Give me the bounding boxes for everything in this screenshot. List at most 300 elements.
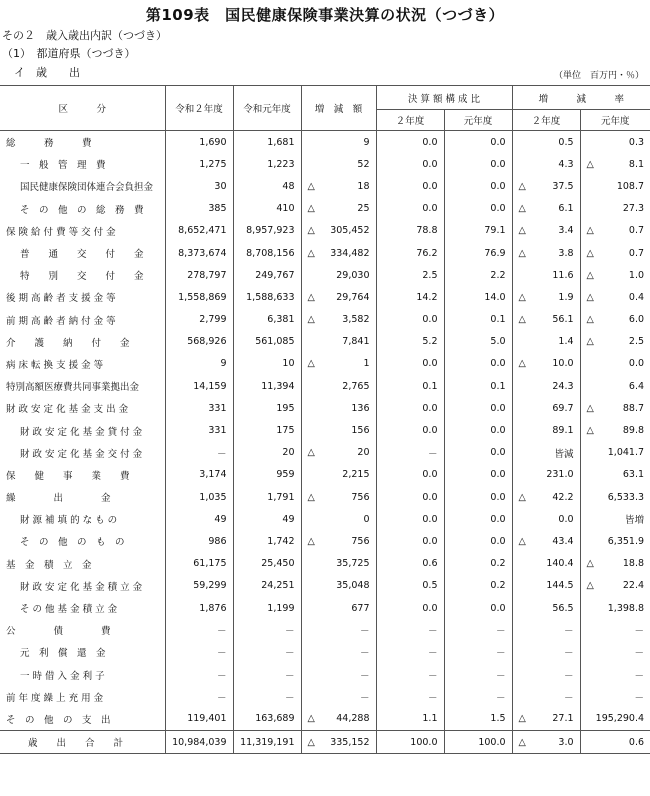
cell-rate-r2 [512, 731, 580, 754]
row-label-text: 財 政 安 定 化 基 金 貸 付 金 [20, 426, 143, 438]
cell-ratio-r2 [376, 486, 444, 508]
row-label-text: そ の 他 基 金 積 立 金 [20, 604, 118, 616]
row-label [0, 375, 165, 397]
cell-rate-r1-value: 0.7 [628, 247, 645, 259]
row-label-text: 国民健康保険団体連合会負担金 [20, 182, 154, 194]
cell-rate-r2-value: 69.7 [552, 402, 574, 414]
cell-r1 [233, 442, 301, 464]
cell-r1 [233, 508, 301, 530]
cell-ratio-r2 [376, 619, 444, 641]
table-row [0, 442, 650, 464]
cell-rate-r1 [580, 575, 650, 597]
table-row [0, 597, 650, 619]
cell-rate-r2 [512, 153, 580, 175]
cell-change-value: 35,725 [336, 558, 370, 570]
cell-rate-r1-value: 6,533.3 [607, 491, 645, 503]
cell-rate-r2 [512, 641, 580, 663]
row-label-text: 普 通 交 付 金 [20, 249, 144, 261]
table-row [0, 419, 650, 441]
cell-rate-r1 [580, 264, 650, 286]
cell-ratio-r1-value: 0.0 [490, 513, 506, 525]
decrease-mark: △ [518, 358, 526, 370]
cell-r2-value: － [216, 448, 227, 460]
cell-ratio-r1 [444, 198, 512, 220]
cell-r1-value: 249,767 [255, 269, 295, 281]
cell-rate-r2-value: 4.3 [558, 158, 574, 170]
row-label-text: 特 別 交 付 金 [20, 271, 144, 283]
cell-change-value: 334,482 [330, 247, 370, 259]
row-label-text: 一 時 借 入 金 利 子 [20, 670, 105, 682]
cell-rate-r2 [512, 198, 580, 220]
row-label [0, 486, 165, 508]
cell-r1-value: 1,223 [267, 158, 295, 170]
cell-r2 [165, 419, 233, 441]
cell-ratio-r1 [444, 530, 512, 552]
row-label [0, 530, 165, 552]
cell-change-value: 29,764 [336, 291, 370, 303]
cell-rate-r2-value: 3.4 [558, 225, 574, 237]
cell-ratio-r2-value: 5.2 [422, 336, 438, 348]
cell-change [301, 486, 376, 508]
cell-rate-r1-value: － [634, 692, 645, 704]
header-r1: 令和元年度 [233, 86, 301, 131]
decrease-mark: △ [586, 247, 594, 259]
row-label [0, 397, 165, 419]
cell-r1 [233, 242, 301, 264]
cell-rate-r1-value: 0.6 [628, 736, 645, 748]
total-row [0, 731, 650, 754]
cell-ratio-r2-value: 76.2 [416, 247, 438, 259]
cell-r1-value: 8,957,923 [246, 225, 295, 237]
cell-change [301, 664, 376, 686]
cell-r2-value: 1,035 [199, 491, 227, 503]
cell-change-value: 7,841 [342, 336, 370, 348]
cell-rate-r2 [512, 553, 580, 575]
cell-r1 [233, 131, 301, 154]
cell-r2 [165, 619, 233, 641]
cell-ratio-r1-value: 5.0 [490, 336, 506, 348]
cell-change-value: 2,215 [342, 469, 370, 481]
decrease-mark: △ [518, 491, 526, 503]
cell-r2 [165, 731, 233, 754]
cell-ratio-r1 [444, 486, 512, 508]
table-row [0, 530, 650, 552]
cell-rate-r2-value: 6.1 [558, 203, 574, 215]
cell-rate-r1-value: 6,351.9 [607, 535, 645, 547]
cell-rate-r2 [512, 708, 580, 731]
cell-r1-value: 1,199 [267, 602, 295, 614]
cell-rate-r1 [580, 309, 650, 331]
cell-rate-r1-value: 22.4 [622, 580, 645, 592]
unit-note: （単位 百万円・％） [553, 71, 644, 81]
cell-ratio-r2 [376, 198, 444, 220]
cell-ratio-r2-value: 2.5 [422, 269, 438, 281]
cell-change [301, 286, 376, 308]
cell-r1 [233, 619, 301, 641]
row-label-text: 病 床 転 換 支 援 金 等 [6, 359, 104, 371]
cell-rate-r1 [580, 242, 650, 264]
cell-rate-r1-value: 0.4 [628, 291, 645, 303]
cell-r2 [165, 641, 233, 663]
decrease-mark: △ [307, 358, 315, 370]
row-label [0, 664, 165, 686]
cell-rate-r1 [580, 331, 650, 353]
header-rate-r1: 元年度 [580, 110, 650, 131]
table-row [0, 331, 650, 353]
cell-rate-r1 [580, 664, 650, 686]
subtitle-prefecture: （1） 都道府県（つづき） [2, 47, 136, 60]
cell-rate-r1 [580, 397, 650, 419]
row-label-text: 財 政 安 定 化 基 金 交 付 金 [20, 448, 143, 460]
decrease-mark: △ [586, 158, 594, 170]
cell-rate-r1 [580, 553, 650, 575]
cell-rate-r2-value: － [564, 648, 574, 660]
cell-ratio-r1 [444, 686, 512, 708]
table-row [0, 131, 650, 154]
row-label [0, 131, 165, 154]
cell-r2 [165, 686, 233, 708]
cell-change-value: 18 [357, 180, 370, 192]
cell-rate-r2 [512, 464, 580, 486]
cell-r2-value: 278,797 [187, 269, 227, 281]
cell-change-value: 9 [363, 136, 370, 148]
cell-r1-value: 8,708,156 [246, 247, 295, 259]
row-label [0, 553, 165, 575]
cell-r2 [165, 397, 233, 419]
cell-ratio-r2 [376, 464, 444, 486]
cell-r2-value: 59,299 [193, 580, 227, 592]
row-label-text: 特別高額医療費共同事業拠出金 [6, 382, 140, 394]
cell-ratio-r2 [376, 530, 444, 552]
cell-r1-value: 25,450 [261, 558, 295, 570]
cell-r2 [165, 153, 233, 175]
cell-rate-r1 [580, 708, 650, 731]
cell-ratio-r2-value: 0.0 [422, 136, 438, 148]
cell-r1 [233, 375, 301, 397]
cell-r2-value: 1,876 [199, 602, 227, 614]
cell-rate-r1-value: － [634, 670, 645, 682]
cell-r1 [233, 486, 301, 508]
cell-rate-r1 [580, 597, 650, 619]
table-row [0, 708, 650, 731]
cell-change [301, 375, 376, 397]
decrease-mark: △ [518, 247, 526, 259]
cell-rate-r2-value: 24.3 [552, 380, 574, 392]
cell-ratio-r1 [444, 397, 512, 419]
cell-rate-r1 [580, 220, 650, 242]
header-rate: 増 減 率 [512, 86, 650, 110]
cell-r1-value: 561,085 [255, 336, 295, 348]
cell-ratio-r1 [444, 175, 512, 197]
decrease-mark: △ [307, 314, 315, 326]
cell-ratio-r2-value: － [427, 692, 438, 704]
table-row [0, 464, 650, 486]
table-row [0, 397, 650, 419]
cell-ratio-r1 [444, 153, 512, 175]
cell-ratio-r1 [444, 242, 512, 264]
cell-r2-value: 119,401 [187, 713, 227, 725]
cell-ratio-r2-value: － [427, 648, 438, 660]
cell-change-value: 29,030 [336, 269, 370, 281]
cell-r1 [233, 309, 301, 331]
cell-rate-r2 [512, 419, 580, 441]
cell-r1 [233, 664, 301, 686]
cell-ratio-r1-value: 76.9 [484, 247, 506, 259]
cell-ratio-r2 [376, 419, 444, 441]
cell-rate-r1 [580, 619, 650, 641]
cell-ratio-r2 [376, 286, 444, 308]
cell-rate-r2-value: 37.5 [552, 180, 574, 192]
cell-ratio-r2-value: － [427, 670, 438, 682]
cell-change-value: 52 [357, 158, 370, 170]
decrease-mark: △ [307, 225, 315, 237]
cell-rate-r2-value: 89.1 [552, 425, 574, 437]
cell-ratio-r2-value: 0.0 [422, 402, 438, 414]
decrease-mark: △ [518, 314, 526, 326]
cell-change [301, 131, 376, 154]
cell-change [301, 530, 376, 552]
cell-rate-r2-value: 144.5 [546, 580, 574, 592]
decrease-mark: △ [518, 225, 526, 237]
cell-ratio-r2 [376, 220, 444, 242]
cell-ratio-r1-value: 0.1 [490, 314, 506, 326]
cell-ratio-r1-value: － [496, 670, 506, 682]
decrease-mark: △ [518, 291, 526, 303]
table-row [0, 309, 650, 331]
cell-ratio-r2 [376, 664, 444, 686]
row-label [0, 731, 165, 754]
cell-change-value: 2,765 [342, 380, 370, 392]
cell-rate-r2-value: 10.0 [552, 358, 574, 370]
cell-rate-r1-value: 195,290.4 [595, 713, 645, 725]
cell-change [301, 708, 376, 731]
cell-change-value: 44,288 [336, 713, 370, 725]
cell-ratio-r2-value: － [427, 626, 438, 638]
cell-ratio-r2-value: 0.0 [422, 425, 438, 437]
cell-rate-r2 [512, 508, 580, 530]
cell-change-value: 136 [351, 402, 370, 414]
row-label [0, 708, 165, 731]
row-label-text: 後 期 高 齢 者 支 援 金 等 [6, 293, 116, 305]
cell-rate-r2 [512, 597, 580, 619]
cell-r2 [165, 198, 233, 220]
cell-r2 [165, 553, 233, 575]
table-row [0, 619, 650, 641]
cell-r2-value: 331 [208, 425, 227, 437]
cell-ratio-r2 [376, 375, 444, 397]
cell-r2-value: 1,558,869 [178, 291, 227, 303]
cell-rate-r1-value: 6.0 [628, 314, 645, 326]
cell-ratio-r2 [376, 309, 444, 331]
table-row [0, 220, 650, 242]
cell-ratio-r2-value: 1.1 [422, 713, 438, 725]
cell-change [301, 442, 376, 464]
row-label-text: そ の 他 の 総 務 費 [20, 204, 144, 216]
cell-ratio-r2-value: 0.0 [422, 535, 438, 547]
row-label-text: 前 年 度 繰 上 充 用 金 [6, 692, 104, 704]
cell-rate-r1-value: 8.1 [628, 158, 645, 170]
decrease-mark: △ [307, 713, 315, 725]
cell-ratio-r2-value: － [427, 448, 438, 460]
cell-r1-value: 163,689 [255, 713, 295, 725]
row-label [0, 353, 165, 375]
cell-r1-value: 1,681 [267, 136, 295, 148]
cell-change-value: 305,452 [330, 225, 370, 237]
expenditure-table [0, 85, 650, 754]
cell-ratio-r2 [376, 397, 444, 419]
cell-change-value: 677 [351, 602, 370, 614]
cell-ratio-r2-value: 0.0 [422, 203, 438, 215]
cell-change-value: 0 [363, 513, 370, 525]
decrease-mark: △ [307, 203, 315, 215]
cell-r1 [233, 419, 301, 441]
cell-rate-r2-value: － [564, 626, 574, 638]
cell-change-value: 756 [351, 491, 370, 503]
cell-ratio-r1-value: 0.0 [490, 491, 506, 503]
cell-r2 [165, 353, 233, 375]
cell-change [301, 619, 376, 641]
cell-rate-r2 [512, 131, 580, 154]
cell-rate-r2-value: 27.1 [552, 713, 574, 725]
row-label-text: 歳 出 合 計 [28, 738, 124, 750]
cell-change-value: 20 [357, 447, 370, 459]
cell-rate-r2 [512, 530, 580, 552]
cell-r1 [233, 198, 301, 220]
cell-rate-r1-value: 1,398.8 [607, 602, 645, 614]
cell-rate-r2 [512, 375, 580, 397]
cell-r2-value: 49 [214, 513, 227, 525]
cell-rate-r1-value: 108.7 [616, 180, 645, 192]
cell-change-value: 156 [351, 425, 370, 437]
cell-ratio-r2-value: 0.6 [422, 558, 438, 570]
decrease-mark: △ [586, 425, 594, 437]
header-rate-r2: ２年度 [512, 110, 580, 131]
cell-ratio-r1 [444, 619, 512, 641]
decrease-mark: △ [307, 491, 315, 503]
cell-r2-value: 385 [208, 203, 227, 215]
cell-change [301, 641, 376, 663]
cell-rate-r2-value: 231.0 [546, 469, 574, 481]
row-label-text: 元 利 償 還 金 [20, 648, 106, 660]
cell-r1-value: 410 [276, 203, 295, 215]
cell-ratio-r2 [376, 242, 444, 264]
table-row [0, 153, 650, 175]
cell-ratio-r2-value: 100.0 [410, 736, 438, 748]
cell-rate-r1 [580, 442, 650, 464]
cell-ratio-r1-value: 0.2 [490, 580, 506, 592]
cell-change [301, 686, 376, 708]
cell-ratio-r1-value: 0.0 [490, 203, 506, 215]
cell-rate-r2 [512, 353, 580, 375]
row-label-text: 財 政 安 定 化 基 金 支 出 金 [6, 404, 129, 416]
cell-rate-r1 [580, 198, 650, 220]
cell-ratio-r2-value: 0.0 [422, 469, 438, 481]
cell-ratio-r2 [376, 686, 444, 708]
cell-rate-r2-value: 140.4 [546, 558, 574, 570]
cell-change-value: 25 [357, 203, 370, 215]
cell-r1 [233, 553, 301, 575]
cell-ratio-r1-value: 0.2 [490, 558, 506, 570]
cell-change-value: － [359, 670, 370, 682]
cell-r2-value: 8,652,471 [178, 225, 227, 237]
row-label-text: 一 般 管 理 費 [20, 160, 106, 172]
row-label-text: そ の 他 の も の [20, 537, 125, 549]
cell-ratio-r1 [444, 286, 512, 308]
cell-ratio-r2-value: 0.0 [422, 314, 438, 326]
cell-r1-value: － [284, 692, 295, 704]
cell-rate-r1-value: 18.8 [622, 558, 645, 570]
cell-rate-r1 [580, 508, 650, 530]
decrease-mark: △ [307, 180, 315, 192]
decrease-mark: △ [307, 535, 315, 547]
decrease-mark: △ [518, 736, 526, 748]
cell-rate-r1-value: 2.5 [628, 336, 645, 348]
cell-r2 [165, 286, 233, 308]
decrease-mark: △ [586, 336, 594, 348]
cell-r2 [165, 708, 233, 731]
cell-r1 [233, 530, 301, 552]
row-label [0, 442, 165, 464]
cell-ratio-r1-value: 1.5 [490, 713, 506, 725]
cell-rate-r1 [580, 731, 650, 754]
row-label [0, 508, 165, 530]
row-label-text: 財 源 補 填 的 な も の [20, 515, 118, 527]
decrease-mark: △ [307, 291, 315, 303]
cell-r2-value: 8,373,674 [178, 247, 227, 259]
cell-r2-value: 1,275 [199, 158, 227, 170]
cell-rate-r2-value: 3.8 [558, 247, 574, 259]
cell-ratio-r2 [376, 731, 444, 754]
cell-rate-r1 [580, 686, 650, 708]
table-row [0, 508, 650, 530]
cell-ratio-r1-value: － [496, 648, 506, 660]
cell-ratio-r1 [444, 220, 512, 242]
cell-change [301, 153, 376, 175]
cell-r1 [233, 708, 301, 731]
decrease-mark: △ [518, 535, 526, 547]
decrease-mark: △ [307, 447, 315, 459]
cell-r2-value: 30 [214, 180, 227, 192]
cell-r1-value: 49 [282, 513, 295, 525]
cell-ratio-r1-value: 14.0 [484, 291, 506, 303]
cell-r1-value: 959 [276, 469, 295, 481]
cell-rate-r2 [512, 686, 580, 708]
cell-r2 [165, 530, 233, 552]
cell-r1-value: 195 [276, 402, 295, 414]
decrease-mark: △ [518, 203, 526, 215]
row-label-text: 公 債 費 [6, 626, 111, 638]
cell-ratio-r2-value: 0.5 [422, 580, 438, 592]
cell-r2 [165, 220, 233, 242]
cell-rate-r1 [580, 353, 650, 375]
row-label-text: 基 金 積 立 金 [6, 559, 92, 571]
cell-r1 [233, 597, 301, 619]
cell-r2 [165, 597, 233, 619]
cell-change-value: － [359, 648, 370, 660]
cell-ratio-r2 [376, 175, 444, 197]
cell-ratio-r1 [444, 731, 512, 754]
cell-r2 [165, 442, 233, 464]
cell-ratio-r2 [376, 597, 444, 619]
cell-r2-value: － [216, 692, 227, 704]
cell-r1-value: 20 [282, 447, 295, 459]
cell-rate-r1 [580, 286, 650, 308]
table-row [0, 375, 650, 397]
cell-ratio-r1-value: 0.0 [490, 402, 506, 414]
cell-change-value: 35,048 [336, 580, 370, 592]
cell-rate-r1 [580, 153, 650, 175]
cell-rate-r2-value: 56.5 [552, 602, 574, 614]
